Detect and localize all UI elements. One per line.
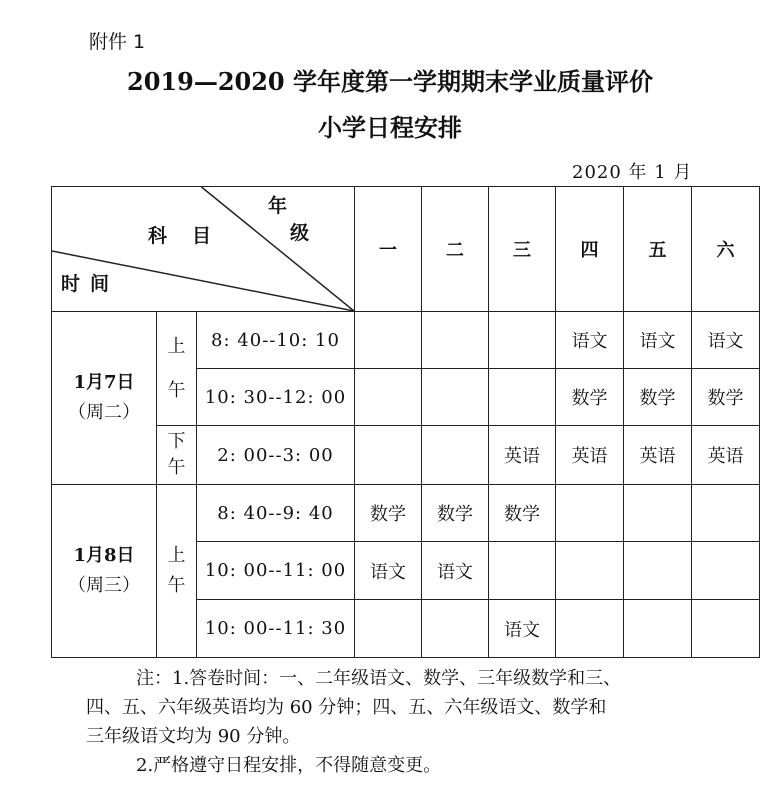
time-slot: 10: 30--12: 00 <box>197 369 355 426</box>
corner-subject-label-2: 目 <box>192 225 212 247</box>
table-row <box>52 312 760 369</box>
table-row <box>52 426 760 485</box>
subject-cell: 数学 <box>624 369 692 426</box>
corner-grade-label-2: 级 <box>290 222 310 244</box>
time-slot: 8: 40--10: 10 <box>197 312 355 369</box>
subject-cell: 数学 <box>489 485 556 542</box>
corner-time-label: 时 <box>61 273 81 295</box>
subject-cell <box>422 426 489 485</box>
subject-cell <box>422 312 489 369</box>
day2-morning-cell <box>157 485 197 658</box>
day1-afternoon-label: 下午 <box>167 431 186 478</box>
time-slot: 10: 00--11: 30 <box>197 600 355 658</box>
day2-morning-label: 上午 <box>167 545 186 596</box>
subject-cell: 语文 <box>489 600 556 658</box>
grade-6: 六 <box>692 187 760 312</box>
subject-cell: 语文 <box>556 312 624 369</box>
grade-3: 三 <box>489 187 556 312</box>
document-subtitle: 小学日程安排 <box>318 113 462 142</box>
day1-morning-cell <box>157 312 197 426</box>
subject-cell: 语文 <box>422 542 489 600</box>
time-slot: 10: 00--11: 00 <box>197 542 355 600</box>
day1-weekday: （周二） <box>68 402 140 423</box>
subject-cell: 英语 <box>556 426 624 485</box>
subject-cell <box>624 485 692 542</box>
subject-cell: 语文 <box>355 542 422 600</box>
subject-cell <box>624 542 692 600</box>
day1-date: 1月7日 <box>73 372 135 393</box>
subject-cell <box>422 369 489 426</box>
note-line-4: 2.严格遵守日程安排，不得随意变更。 <box>136 755 442 776</box>
day2-date-cell <box>52 485 157 658</box>
document-date: 2020 年 1 月 <box>572 162 693 183</box>
subject-cell <box>355 600 422 658</box>
note-line-1: 注：1.答卷时间：一、二年级语文、数学、三年级数学和三、 <box>136 668 622 689</box>
subject-cell: 数学 <box>692 369 760 426</box>
note-line-3: 三年级语文均为 90 分钟。 <box>86 726 301 747</box>
subject-cell <box>489 369 556 426</box>
day1-date-cell <box>52 312 157 485</box>
time-slot: 2: 00--3: 00 <box>197 426 355 485</box>
day1-afternoon-cell <box>157 426 197 485</box>
diagonal-header-cell <box>52 187 355 312</box>
subject-cell <box>355 312 422 369</box>
grade-2: 二 <box>422 187 489 312</box>
schedule-table <box>51 186 760 658</box>
subject-cell <box>692 542 760 600</box>
attachment-label: 附件 1 <box>89 31 146 53</box>
grade-5: 五 <box>624 187 692 312</box>
subject-cell: 英语 <box>692 426 760 485</box>
subject-cell <box>692 485 760 542</box>
subject-cell <box>556 600 624 658</box>
time-slot: 8: 40--9: 40 <box>197 485 355 542</box>
subject-cell: 数学 <box>422 485 489 542</box>
subject-cell: 数学 <box>556 369 624 426</box>
table-row <box>52 485 760 542</box>
day2-date: 1月8日 <box>73 545 135 566</box>
corner-grade-label: 年 <box>268 195 288 217</box>
subject-cell <box>556 542 624 600</box>
subject-cell: 数学 <box>355 485 422 542</box>
subject-cell: 语文 <box>624 312 692 369</box>
subject-cell <box>624 600 692 658</box>
subject-cell <box>489 312 556 369</box>
document-title: 2019—2020 学年度第一学期期末学业质量评价 <box>127 67 653 96</box>
subject-cell: 英语 <box>624 426 692 485</box>
corner-subject-label: 科 <box>148 225 168 247</box>
grade-4: 四 <box>556 187 624 312</box>
subject-cell <box>692 600 760 658</box>
day1-morning-label: 上午 <box>167 335 186 401</box>
subject-cell <box>556 485 624 542</box>
note-line-2: 四、五、六年级英语均为 60 分钟；四、五、六年级语文、数学和 <box>86 697 607 718</box>
subject-cell: 英语 <box>489 426 556 485</box>
subject-cell <box>355 426 422 485</box>
subject-cell <box>422 600 489 658</box>
notes-section <box>86 664 746 780</box>
subject-cell: 语文 <box>692 312 760 369</box>
corner-time-label-2: 间 <box>90 273 110 295</box>
subject-cell <box>489 542 556 600</box>
grade-header-row <box>52 187 760 312</box>
subject-cell <box>355 369 422 426</box>
grade-1: 一 <box>355 187 422 312</box>
day2-weekday: （周三） <box>68 575 140 596</box>
